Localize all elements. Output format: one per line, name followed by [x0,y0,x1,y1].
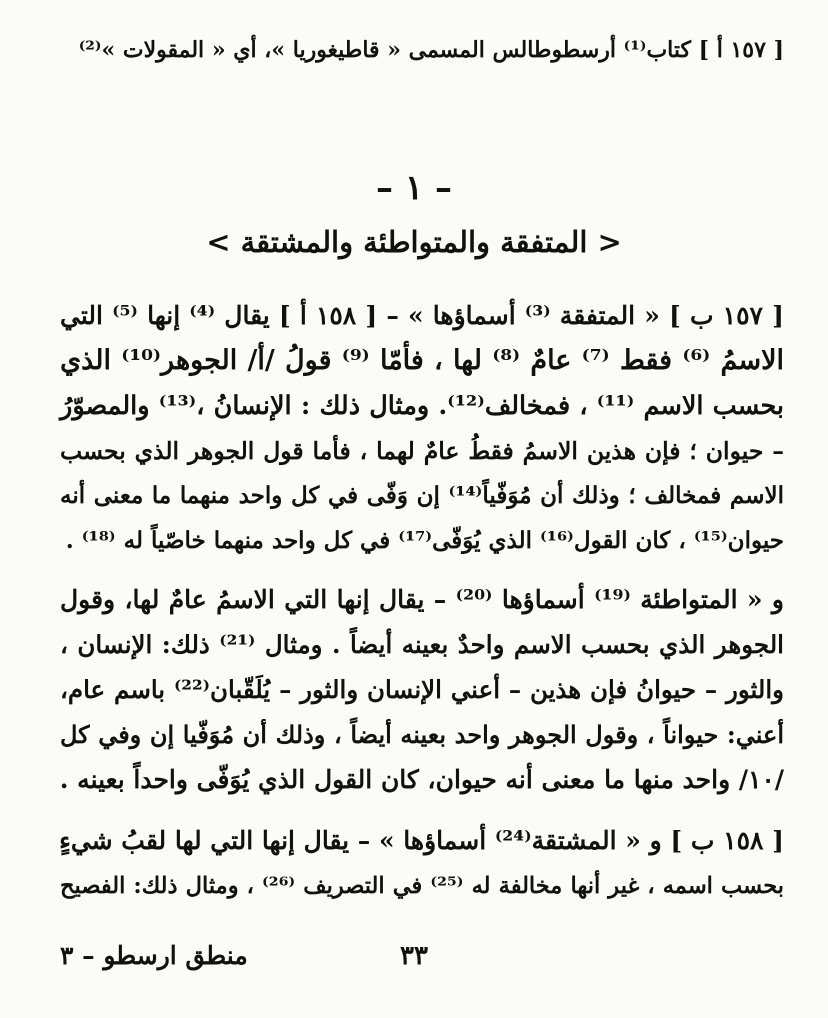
paragraph-1-line-5: الاسم فمخالف ؛ وذلك أن مُوَفّياً⁽¹⁴⁾ إن وَفّى في كل واحد منهما ما معنى أنه [60,482,784,509]
page-number: ٣٣ [400,941,428,971]
paragraph-3-line-1: [ ١٥٨ ب ] و « المشتقة⁽²⁴⁾ أسماؤها » – يقال إنها التي لها لقبُ شيءٍ [59,826,784,855]
paragraph-1-line-3: بحسب الاسم ⁽¹¹⁾ ، فمخالف⁽¹²⁾. ومثال ذلك : الإنسانُ ،⁽¹³⁾ والمصوّرُ [60,391,785,421]
paragraph-1-line-2: الاسمُ ⁽⁶⁾ فقط ⁽⁷⁾ عامٌ ⁽⁸⁾ لها ، فأمّا ⁽⁹⁾ قولُ /أ/ الجوهر⁽¹⁰⁾ الذي [60,345,785,376]
chapter-number: – ١ – [376,168,452,208]
paragraph-2-line-3: والثور – حيوانُ فإن هذين – أعني الإنسان والثور – يُلَقّبان⁽²²⁾ باسم عام، [60,675,784,704]
paragraph-2-line-4: أعني: حيواناً ، وقول الجوهر واحد بعينه أيضاً ، وذلك أن مُوَفّيا إن وفي كل [60,720,784,749]
chapter-title: < المتفقة والمتواطئة والمشتقة > [206,225,622,259]
paragraph-1-line-6: حيوان⁽¹⁵⁾ ، كان القول⁽¹⁶⁾ الذي يُوَفّى⁽¹⁷⁾ في كل واحد منهما خاصّياً له ⁽¹⁸⁾ . [65,527,784,554]
paragraph-3-line-2: بحسب اسمه ، غير أنها مخالفة له ⁽²⁵⁾ في التصريف ⁽²⁶⁾ ، ومثال ذلك: الفصيح [60,873,784,899]
paragraph-2-line-1: و « المتواطئة ⁽¹⁹⁾ أسماؤها ⁽²⁰⁾ – يقال إنها التي الاسمُ عامٌ لها، وقول [60,585,784,614]
paragraph-2-line-2: الجوهر الذي بحسب الاسم واحدٌ بعينه أيضاً . ومثال ⁽²¹⁾ ذلك: الإنسان ، [60,630,784,659]
paragraph-1-line-1: [ ١٥٧ ب ] « المتفقة ⁽³⁾ أسماؤها » – [ ١٥٨ أ ] يقال ⁽⁴⁾ إنها ⁽⁵⁾ التي [60,301,784,330]
paragraph-1-line-4: – حيوان ؛ فإن هذين الاسمُ فقطُ عامٌ لهما ، فأما قول الجوهر الذي بحسب [60,437,784,465]
paragraph-2-line-5: /١٠/ واحد منها ما معنى أنه حيوان، كان القول الذي يُوَفّى واحداً بعينه . [59,765,784,794]
running-title: منطق ارسطو – ٣ [60,941,248,970]
page-header: [ ١٥٧ أ ] كتاب⁽¹⁾ أرسطوطالس المسمى « قاطيغوريا »، أي « المقولات »⁽²⁾ [78,37,784,63]
